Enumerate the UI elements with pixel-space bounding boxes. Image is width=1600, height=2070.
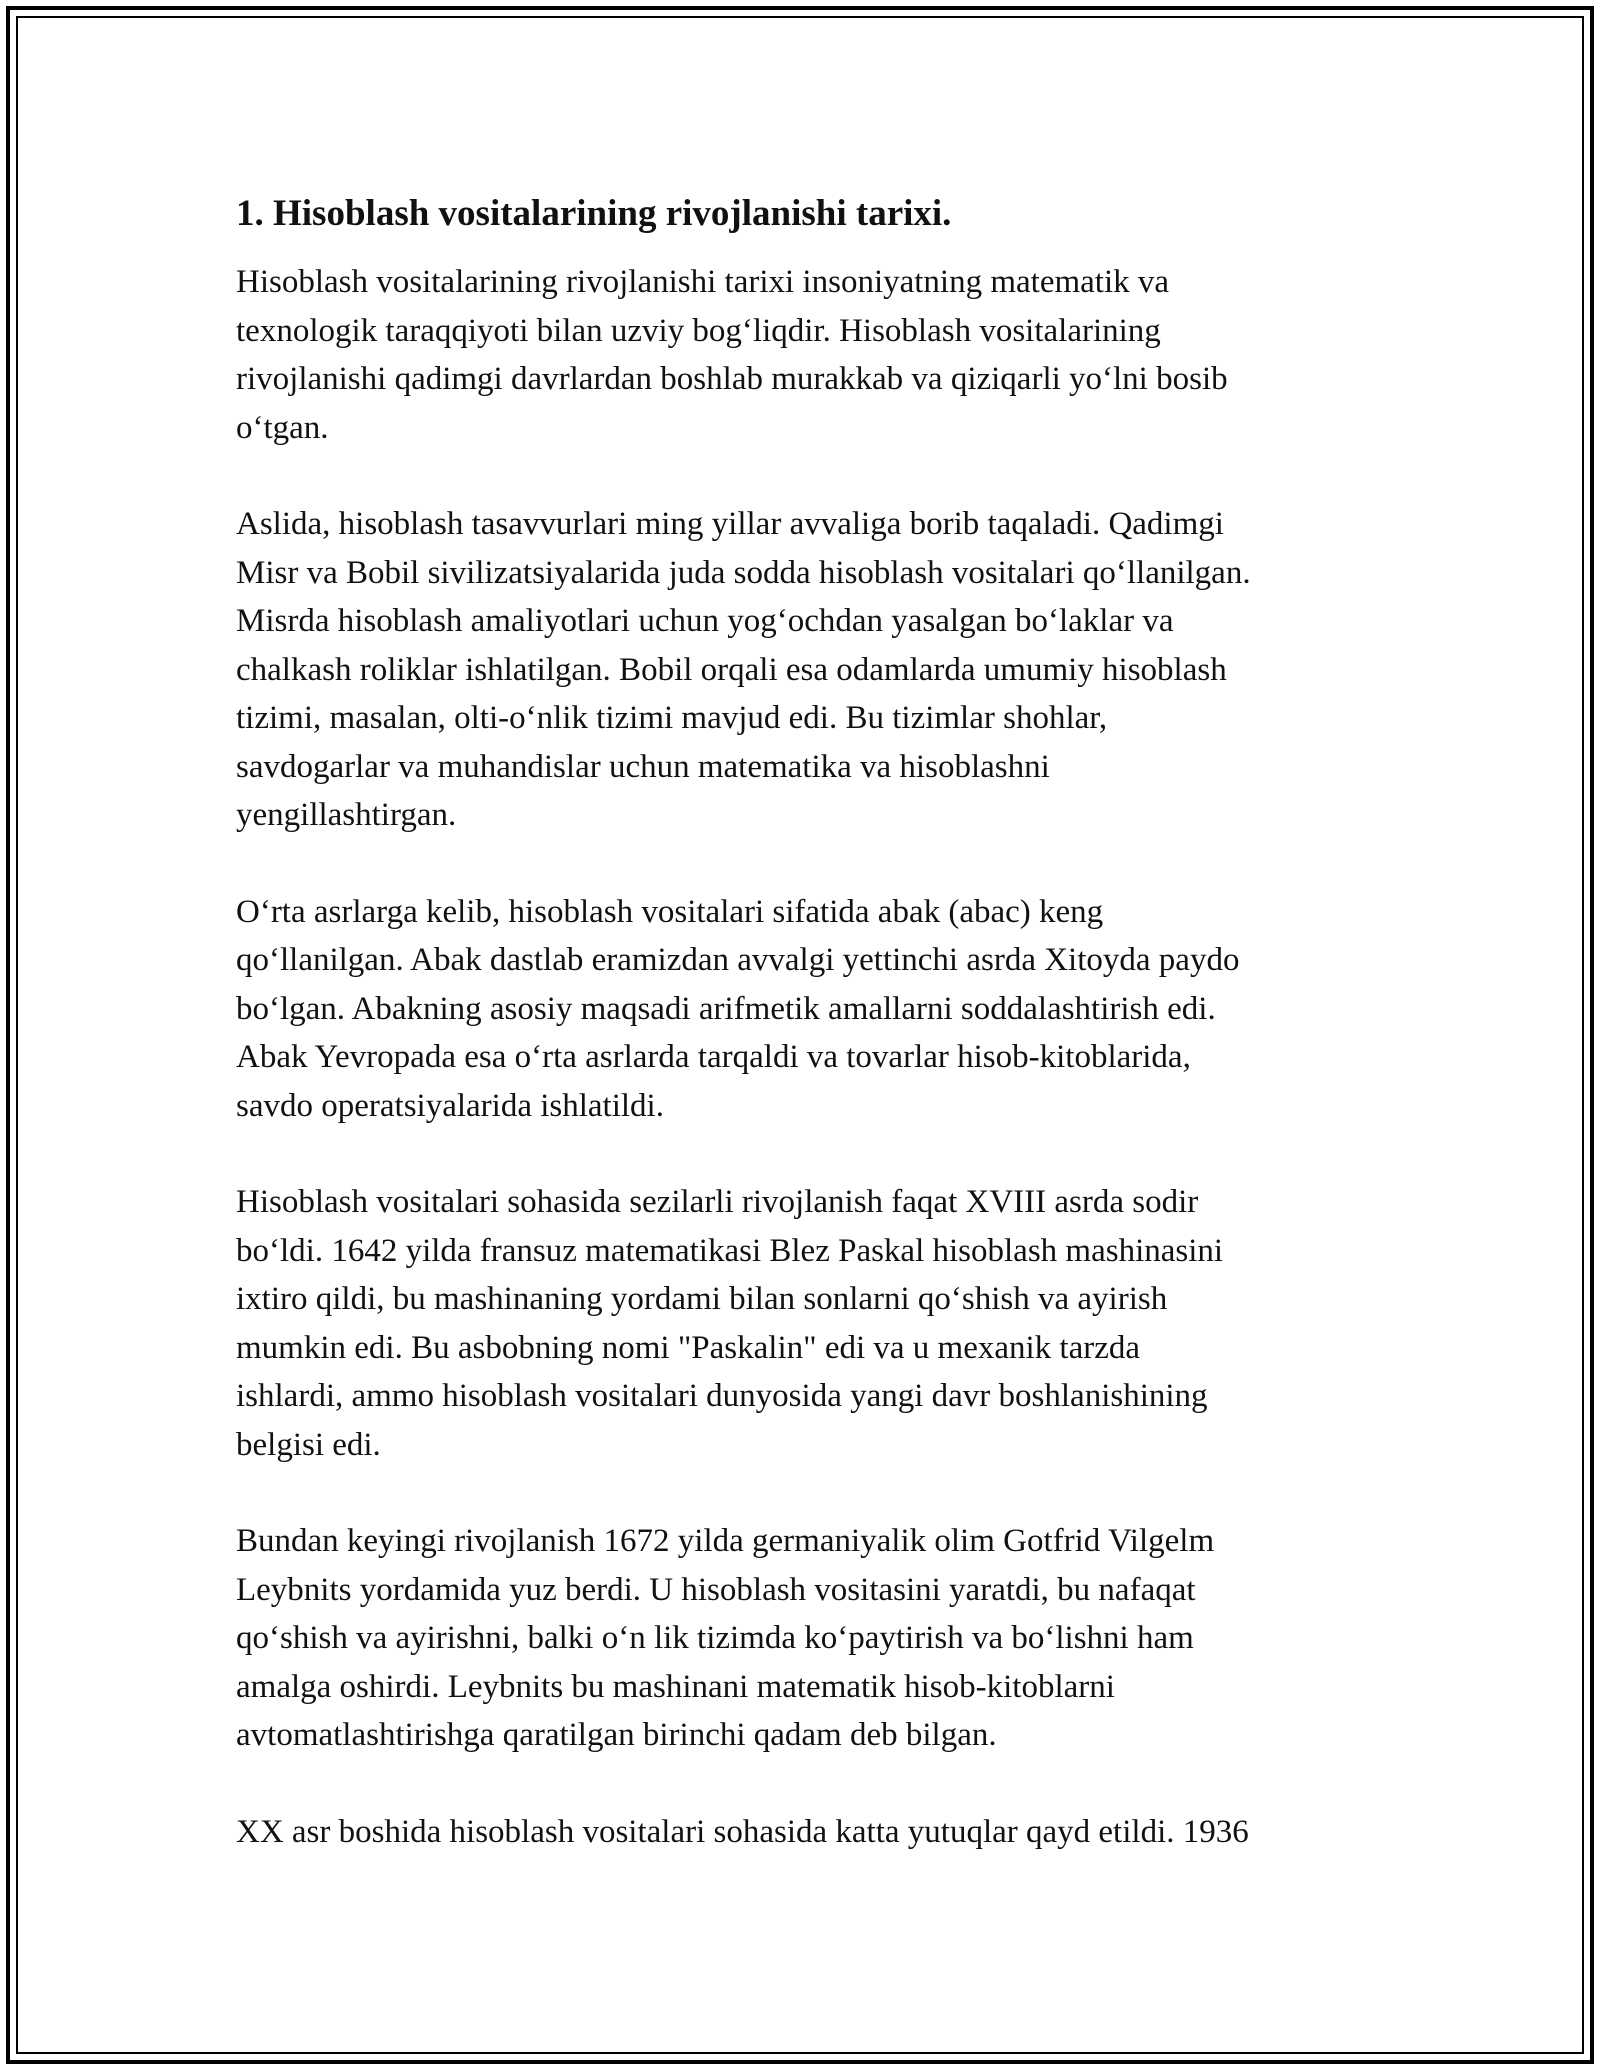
paragraph-line: tizimi, masalan, olti-o‘nlik tizimi mavjud edi. Bu tizimlar shohlar, xyxy=(236,700,1108,736)
paragraph xyxy=(236,500,1376,840)
paragraph-line: yengillashtirgan. xyxy=(236,797,457,833)
paragraph-line: Hisoblash vositalari sohasida sezilarli rivojlanish faqat XVIII asrda sodir xyxy=(236,1184,1199,1220)
paragraph-line: savdo operatsiyalarida ishlatildi. xyxy=(236,1087,664,1124)
paragraph-line: savdogarlar va muhandislar uchun matematika va hisoblashni xyxy=(236,748,1050,785)
paragraph-line: amalga oshirdi. Leybnits bu mashinani matematik hisob-kitoblarni xyxy=(236,1668,1115,1705)
paragraph-line: o‘tgan. xyxy=(236,409,329,446)
paragraph-list xyxy=(236,258,1376,1856)
paragraph-line: Abak Yevropada esa o‘rta asrlarda tarqaldi va tovarlar hisob-kitoblarida, xyxy=(236,1039,1191,1075)
paragraph-line: Aslida, hisoblash tasavvurlari ming yillar avvaliga borib taqaladi. Qadimgi xyxy=(236,506,1224,542)
section-heading: 1. Hisoblash vositalarining rivojlanishi tarixi. xyxy=(236,193,952,234)
paragraph-line: ishlardi, ammo hisoblash vositalari dunyosida yangi davr boshlanishining xyxy=(236,1378,1208,1414)
paragraph-line: qo‘shish va ayirishni, balki o‘n lik tizimda ko‘paytirish va bo‘lishni ham xyxy=(236,1620,1194,1656)
paragraph-line: texnologik taraqqiyoti bilan uzviy bog‘liqdir. Hisoblash vositalarining xyxy=(236,312,1161,349)
paragraph-line: bo‘ldi. 1642 yilda fransuz matematikasi Blez Paskal hisoblash mashinasini xyxy=(236,1232,1224,1269)
paragraph-line: avtomatlashtirishga qaratilgan birinchi qadam deb bilgan. xyxy=(236,1717,997,1753)
paragraph-line: Bundan keyingi rivojlanish 1672 yilda germaniyalik olim Gotfrid Vilgelm xyxy=(236,1523,1215,1559)
paragraph xyxy=(236,888,1376,1131)
paragraph xyxy=(236,1517,1376,1760)
paragraph-line: qo‘llanilgan. Abak dastlab eramizdan avvalgi yettinchi asrda Xitoyda paydo xyxy=(236,942,1240,978)
document-body xyxy=(236,188,1376,1856)
paragraph-line: belgisi edi. xyxy=(236,1426,381,1463)
paragraph-line: Misr va Bobil sivilizatsiyalarida juda sodda hisoblash vositalari qo‘llanilgan. xyxy=(236,554,1251,591)
paragraph-line: bo‘lgan. Abakning asosiy maqsadi arifmetik amallarni soddalashtirish edi. xyxy=(236,990,1216,1027)
paragraph-line: XX asr boshida hisoblash vositalari sohasida katta yutuqlar qayd etildi. 1936 xyxy=(236,1813,1249,1850)
paragraph xyxy=(236,1178,1376,1469)
paragraph-line: chalkash roliklar ishlatilgan. Bobil orqali esa odamlarda umumiy hisoblash xyxy=(236,651,1227,688)
paragraph-line: rivojlanishi qadimgi davrlardan boshlab murakkab va qiziqarli yo‘lni bosib xyxy=(236,361,1228,397)
paragraph-line: Misrda hisoblash amaliyotlari uchun yog‘ochdan yasalgan bo‘laklar va xyxy=(236,603,1174,639)
paragraph xyxy=(236,1808,1376,1857)
paragraph-line: ixtiro qildi, bu mashinaning yordami bilan sonlarni qo‘shish va ayirish xyxy=(236,1281,1168,1317)
paragraph-line: Leybnits yordamida yuz berdi. U hisoblash vositasini yaratdi, bu nafaqat xyxy=(236,1571,1196,1608)
paragraph xyxy=(236,258,1376,452)
paragraph-line: mumkin edi. Bu asbobning nomi "Paskalin" edi va u mexanik tarzda xyxy=(236,1329,1141,1366)
paragraph-line: Hisoblash vositalarining rivojlanishi tarixi insoniyatning matematik va xyxy=(236,264,1170,300)
paragraph-line: O‘rta asrlarga kelib, hisoblash vositalari sifatida abak (abac) keng xyxy=(236,893,1104,930)
